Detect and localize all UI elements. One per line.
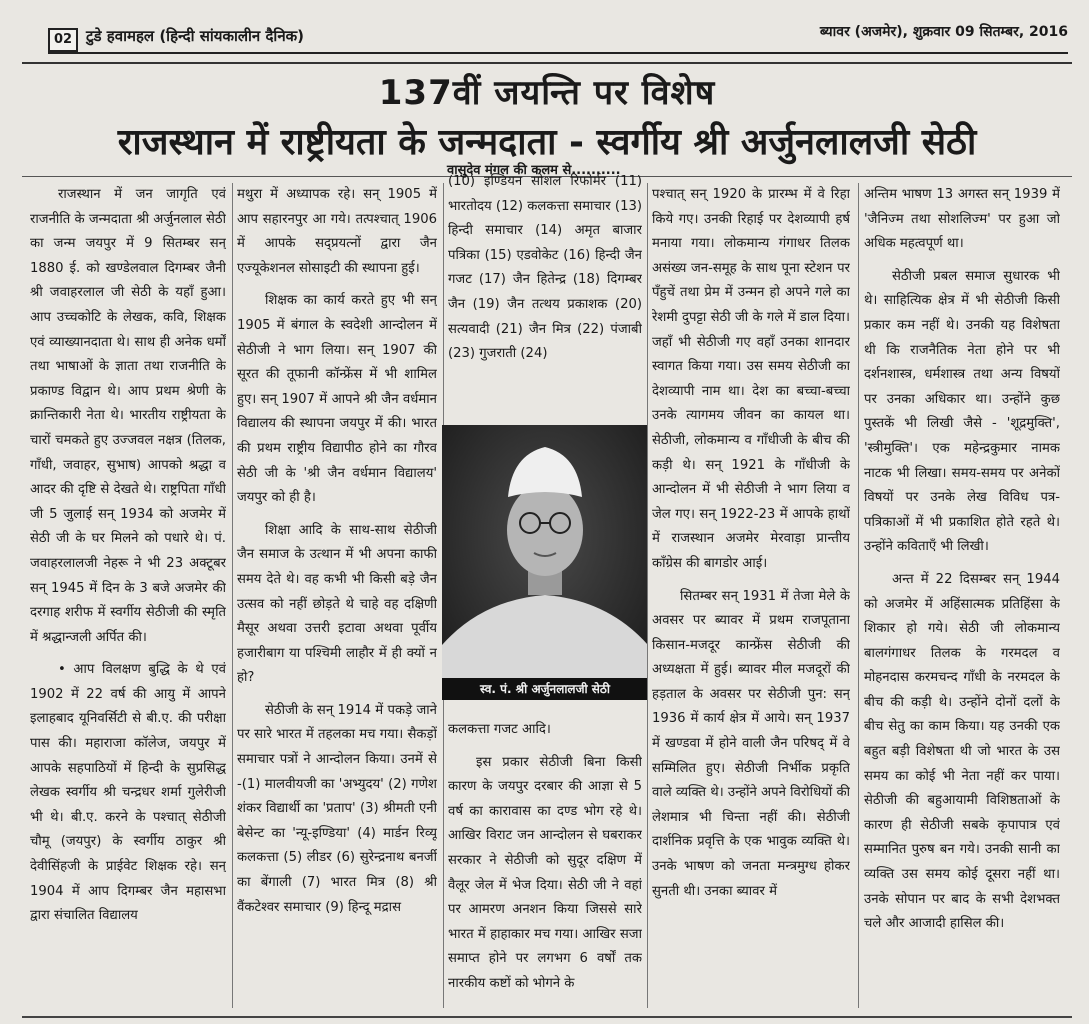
main-headline: राजस्थान में राष्ट्रीयता के जन्मदाता - स्वर्गीय श्री अर्जुनलालजी सेठी [117, 122, 977, 163]
masthead [48, 22, 1078, 52]
byline: वासुदेव मंगल की कलम से.......... [447, 163, 621, 178]
paper-name: टुडे हवामहल (हिन्दी सांयकालीन दैनिक) [86, 27, 305, 45]
paragraph: सेठीजी प्रबल समाज सुधारक भी थे। साहित्यिक क्षेत्र में भी सेठीजी किसी प्रकार कम नहीं थे। उनकी यह विशेषता थी कि राजनैतिक नेता होने पर भी दर्शनशास्त्र, धर्मशास्त्र तथा अन्य विषयों पर उनका अधिकार था। उन्होंने कुछ पुस्तकें भी लिखी जैसे - 'शूद्रमुक्ति', 'स्त्रीमुक्ति'। एक महेन्द्रकुमार नामक नाटक भी लिखा। समय-समय पर अनेकों विषयों पर उनके लेख विविध पत्र-पत्रिकाओं में भी प्रकाशित होते रहते थे। उन्होंने कविताएँ भी लिखी। [864, 268, 1060, 555]
article-column-2 [237, 183, 437, 1011]
article-column-5 [864, 183, 1060, 1011]
paragraph: अन्तिम भाषण 13 अगस्त सन् 1939 में 'जैनिज्म तथा सोशलिज्म' पर हुआ जो अधिक महत्वपूर्ण था। [864, 187, 1060, 252]
paragraph: कलकत्ता गजट आदि। [448, 722, 551, 737]
paragraph: सेठीजी के सन् 1914 में पकड़े जाने पर सारे भारत में तहलका मच गया। सैकड़ों समाचार पत्रों ने आन्दोलन किया। उनमें से -(1) मालवीयजी का 'अभ्युदय' (2) गणेश शंकर विद्यार्थी का 'प्रताप' (3) श्रीमती एनी बेसेन्ट का 'न्यू-इण्डिया' (4) मार्डन रिव्यू कलकत्ता (5) लीडर (6) सुरेन्द्रनाथ बनर्जी का बेंगाली (7) भारत मित्र (8) श्री वैंकटेश्वर समाचार (9) हिन्दू मद्रास [237, 702, 437, 915]
dateline: ब्यावर (अजमेर), शुक्रवार 09 सितम्बर, 2016 [819, 24, 1068, 40]
paragraph: शिक्षा आदि के साथ-साथ सेठीजी जैन समाज के उत्थान में भी अपना काफी समय देते थे। वह कभी भी किसी बड़े जैन उत्सव को नहीं छोड़ते थे चाहे वह दक्षिणी मैसूर अथवा उत्तरी इटावा अथवा पूर्वीय हजारीबाग या पश्चिमी लाहौर में ही क्यों न हो? [237, 522, 437, 686]
photo-caption: स्व. पं. श्री अर्जुनलालजी सेठी [442, 678, 648, 700]
article-column-3-top [448, 170, 642, 415]
paragraph: राजस्थान में जन जागृति एवं राजनीति के जन्मदाता श्री अर्जुनलाल सेठी का जन्म जयपुर में 9 सितम्बर सन् 1880 ई. को खण्डेलवाल दिगम्बर जैनी श्री जवाहरलाल जी सेठी के यहाँ हुआ। आप उच्चकोटि के लेखक, कवि, शिक्षक एवं व्याख्यानदाता थे। साथ ही अनेक धर्मों तथा भाषाओं के ज्ञाता तथा राजनीति के प्रकाण्ड विद्वान थे। आप प्रथम श्रेणी के क्रान्तिकारी नेता थे। भारतीय राष्ट्रीयता के चारों चमकते हुए उज्जवल नक्षत्र (तिलक, गाँधी, जवाहर, सुभाष) आपको श्रद्धा व आदर की दृष्टि से देखते थे। राष्ट्रपिता गाँधी जी 5 जुलाई सन् 1934 को अजमेर में सेठी जी के घर मिलने को पधारे थे। पं. जवाहरलालजी नेहरू ने भी 23 अक्टूबर सन् 1945 में दिन के 3 बजे अजमेर की दरगाह शरीफ में स्वर्गीय सेठीजी की स्मृति में श्रद्धान्जली अर्पित की। [30, 187, 226, 645]
paragraph: अन्त में 22 दिसम्बर सन् 1944 को अजमेर में अहिंसात्मक प्रतिहिंसा के शिकार हो गये। सेठी जी लोकमान्य बालगंगाधर तिलक के गरमदल व मोहनदास करमचन्द गाँधी के नरमदल के बीच की कड़ी थे। उन्होंने दोनों दलों के बीच सेतु का काम किया। यह उनकी एक बहुत बड़ी विशेषता थी जो भारत के उस समय का कोई भी नेता नहीं कर पाया। सेठीजी की बहुआयामी विशिष्ठताओं के कारण ही सेठीजी सबके कृपापात्र एवं सम्मानित पुरुष बन गये। उनकी सानी का व्यक्ति उस समय कोई दूसरा नहीं था। उनके सोपान पर बाद के सभी देशभक्त चले और आजादी हासिल की। [864, 571, 1060, 932]
paragraph: इस प्रकार सेठीजी बिना किसी कारण के जयपुर दरबार की आज्ञा से 5 वर्ष का कारावास का दण्ड भोग रहे थे। आखिर विराट जन आन्दोलन से घबराकर सरकार ने सेठीजी को सुदूर दक्षिण में वैलूर जेल में भेज दिया। सेठी जी ने वहां पर आमरण अनशन किया जिससे सारे भारत में हाहाकार मच गया। आखिर सजा समाप्त होने पर लगभग 6 वर्षों तक नारकीय कष्टों को भोगने के [448, 754, 642, 991]
article-column-4 [652, 183, 850, 1011]
column-divider [232, 183, 233, 1008]
portrait-photo [442, 425, 648, 700]
bottom-rule [22, 1016, 1072, 1018]
column-divider [647, 183, 648, 1008]
portrait-image [442, 425, 648, 700]
paragraph: • आप विलक्षण बुद्धि के थे एवं 1902 में 22 वर्ष की आयु में आपने इलाहबाद यूनिवर्सिटी से बी.ए. की परीक्षा पास की। महाराजा कॉलेज, जयपुर में आपके सहपाठियों में हिन्दी के सुप्रसिद्ध लेखक स्वर्गीय श्री चन्द्रधर शर्मा गुलेरीजी भी थे। बी.ए. करने के पश्चात् सेठीजी चौमू (जयपुर) के स्वर्गीय ठाकुर श्री देवीसिंहजी के प्राईवेट शिक्षक रहे। सन् 1904 में आप दिगम्बर जैन महासभा द्वारा संचालित विद्यालय [30, 662, 226, 924]
article-column-1 [30, 183, 226, 1011]
paragraph: पश्चात् सन् 1920 के प्रारम्भ में वे रिहा किये गए। उनकी रिहाई पर देशव्यापी हर्ष मनाया गया। लोकमान्य गंगाधर तिलक असंख्य जन-समूह के साथ पूना स्टेशन पर पँहुचें तथा प्रेम में उन्मन हो अपने गले का रेशमी दुपट्टा सेठी जी के गले में डाल दिया। जहाँ भी सेठीजी गए वहाँ उनका शानदार स्वागत किया गया। उस समय सेठीजी का देशव्यापी नाम था। देश का बच्चा-बच्चा उनके त्यागमय जीवन का कायल था। सेठीजी, लोकमान्य व गाँधीजी के बीच की कड़ी थे। सन् 1921 के गाँधीजी के आन्दोलन में भी सेठीजी ने भाग लिया व जेल गए। सन् 1922-23 में आपके हाथों में राजस्थान अजमेर मेरवाड़ा प्रान्तीय कॉंग्रेस की बागडोर आई। [652, 187, 850, 571]
masthead-rule [48, 52, 1068, 54]
column-divider [858, 183, 859, 1008]
paragraph: शिक्षक का कार्य करते हुए भी सन् 1905 में बंगाल के स्वदेशी आन्दोलन में सेठीजी ने भाग लिया। सन् 1907 की सूरत की तूफानी कॉन्फ्रेंस में भी शामिल हुए। सन् 1907 में आपने श्री जैन वर्धमान विद्यालय की स्थापना जयपुर में की। भारत की प्रथम राष्ट्रीय विद्यापीठ होने का गौरव सेठी जी के 'श्री जैन वर्धमान विद्यालय' जयपुर को ही है। [237, 293, 437, 506]
paragraph: (10) इण्डियन सोशल रिफोर्मर (11) भारतोदय (12) कलकत्ता समाचार (13) हिन्दी समाचार (14) अमृत बाजार पत्रिका (15) एडवोकेट (16) हिन्दी जैन गजट (17) जैन हितेन्द्र (18) दिगम्बर जैन (19) जैन तत्थय प्रकाशक (20) सत्यवादी (21) जैन मित्र (22) पंजाबी (23) गुजराती (24) [448, 174, 642, 362]
kicker-title: 137वीं जयन्ति पर विशेष [378, 73, 716, 113]
paragraph: मथुरा में अध्यापक रहे। सन् 1905 में आप सहारनपुर आ गये। तत्पश्चात् 1906 में आपके सद्प्रयत्नों द्वारा जैन एज्यूकेशनल सोसाइटी की स्थापना हुई। [237, 187, 437, 276]
article-column-3-bottom [448, 718, 642, 1018]
page-number: 02 [48, 28, 78, 52]
paragraph: सितम्बर सन् 1931 में तेजा मेले के अवसर पर ब्यावर में प्रथम राजपूताना किसान-मजदूर कान्फ्रेंस सेठीजी की अध्यक्षता में हुई। ब्यावर मील मजदूरों की हड़ताल के अवसर पर सेठीजी पुन: सन् 1936 में कार्य क्षेत्र में आये। सन् 1937 में खण्डवा में होने वाली जैन परिषद् में वे सम्मिलित हुए। सेठीजी निर्भीक प्रकृति वाले व्यक्ति थे। उन्होंने अपने विरोधियों की लेशमात्र भी चिन्ता नहीं की। सेठीजी दार्शनिक प्रवृत्ति के एक भावुक व्यक्ति थे। उनके भाषण को जनता मन्त्रमुग्ध होकर सुनती थी। उनका ब्यावर में [652, 588, 850, 899]
